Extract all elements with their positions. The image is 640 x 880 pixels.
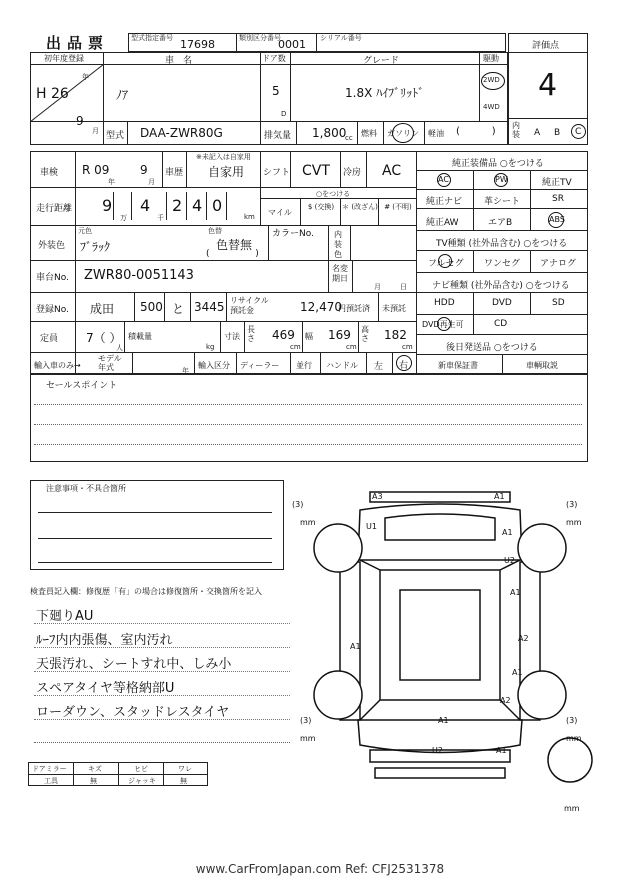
capacity-value: 7（ ） [86,331,122,345]
damage-front-a1: A1 [494,492,505,501]
recycle-amount: 12,470 [300,300,342,314]
interior-grade-a: A [534,128,541,138]
reg-kana: と [172,302,185,316]
inspector-note-2: ﾙｰﾌ内内張傷、室内汚れ [34,626,290,648]
inspection-value: R 09 [82,163,110,177]
reg-class: 500 [140,300,163,314]
inspector-note-3: 天張汚れ、シートすれ中、しみ小 [34,650,290,672]
inspector-note-4: スペアタイヤ等格納部U [34,674,290,696]
damage-rear-bumper-a1: A1 [496,746,507,755]
mileage-digit-3: 2 [172,196,183,215]
damage-u2-rear: U2 [432,746,443,755]
inspection-month: 9 [140,163,148,177]
mileage-digit-2: 4 [140,196,151,215]
type-cert-number: 17698 [180,38,215,51]
width-value: 169 [328,328,351,342]
reg-area: 成田 [90,302,115,316]
displacement: 1,800 [312,126,347,140]
damage-right-front-a1: A1 [502,528,513,537]
doors-value: 5 [272,84,280,98]
model-code: DAA-ZWR80G [140,126,223,140]
form-title: 出品票 [46,34,110,52]
repaint-value: 色替無 [216,238,253,252]
class-number: 0001 [278,38,306,51]
length-value: 469 [272,328,295,342]
inspector-note-5: ローダウン、スタッドレスタイヤ [34,698,290,720]
first-reg-month: 9 [76,114,84,128]
history-value: 自家用 [208,165,245,179]
first-reg-era: H 26 [36,86,69,102]
mileage-digit-5: 0 [212,196,223,215]
height-value: 182 [384,328,407,342]
footer-ref: www.CarFromJapan.com Ref: CFJ2531378 [195,862,445,876]
reg-number: 3445 [194,300,225,314]
damage-right-quarter-a1: A1 [512,668,523,677]
grade-value: 1.8X ﾊｲﾌﾞﾘｯﾄﾞ [345,86,425,100]
car-diagram [290,480,610,810]
chassis-number: ZWR80-0051143 [84,268,194,283]
interior-grade-b: B [554,128,561,138]
damage-right-door-a1: A1 [510,588,521,597]
interior-grade-c: C [575,127,582,137]
score-value: 4 [538,68,558,103]
mileage-digit-4: 4 [192,196,203,215]
car-name: ﾉｱ [116,88,129,102]
damage-rear-a1: A1 [438,716,449,725]
color-value: ﾌﾞﾗｯｸ [80,240,111,254]
mileage-digit-1: 9 [102,196,113,215]
shift-value: CVT [302,163,330,179]
damage-right-rear-a2: A2 [518,634,529,643]
damage-u2-front: U2 [504,556,515,565]
damage-u1: U1 [366,522,377,531]
damage-left-door-a1: A1 [350,642,361,651]
inspector-note-1: 下廻りAU [34,602,290,624]
damage-rear-a2: A2 [500,696,511,705]
damage-a3: A3 [372,492,383,501]
cooler-value: AC [382,163,402,179]
